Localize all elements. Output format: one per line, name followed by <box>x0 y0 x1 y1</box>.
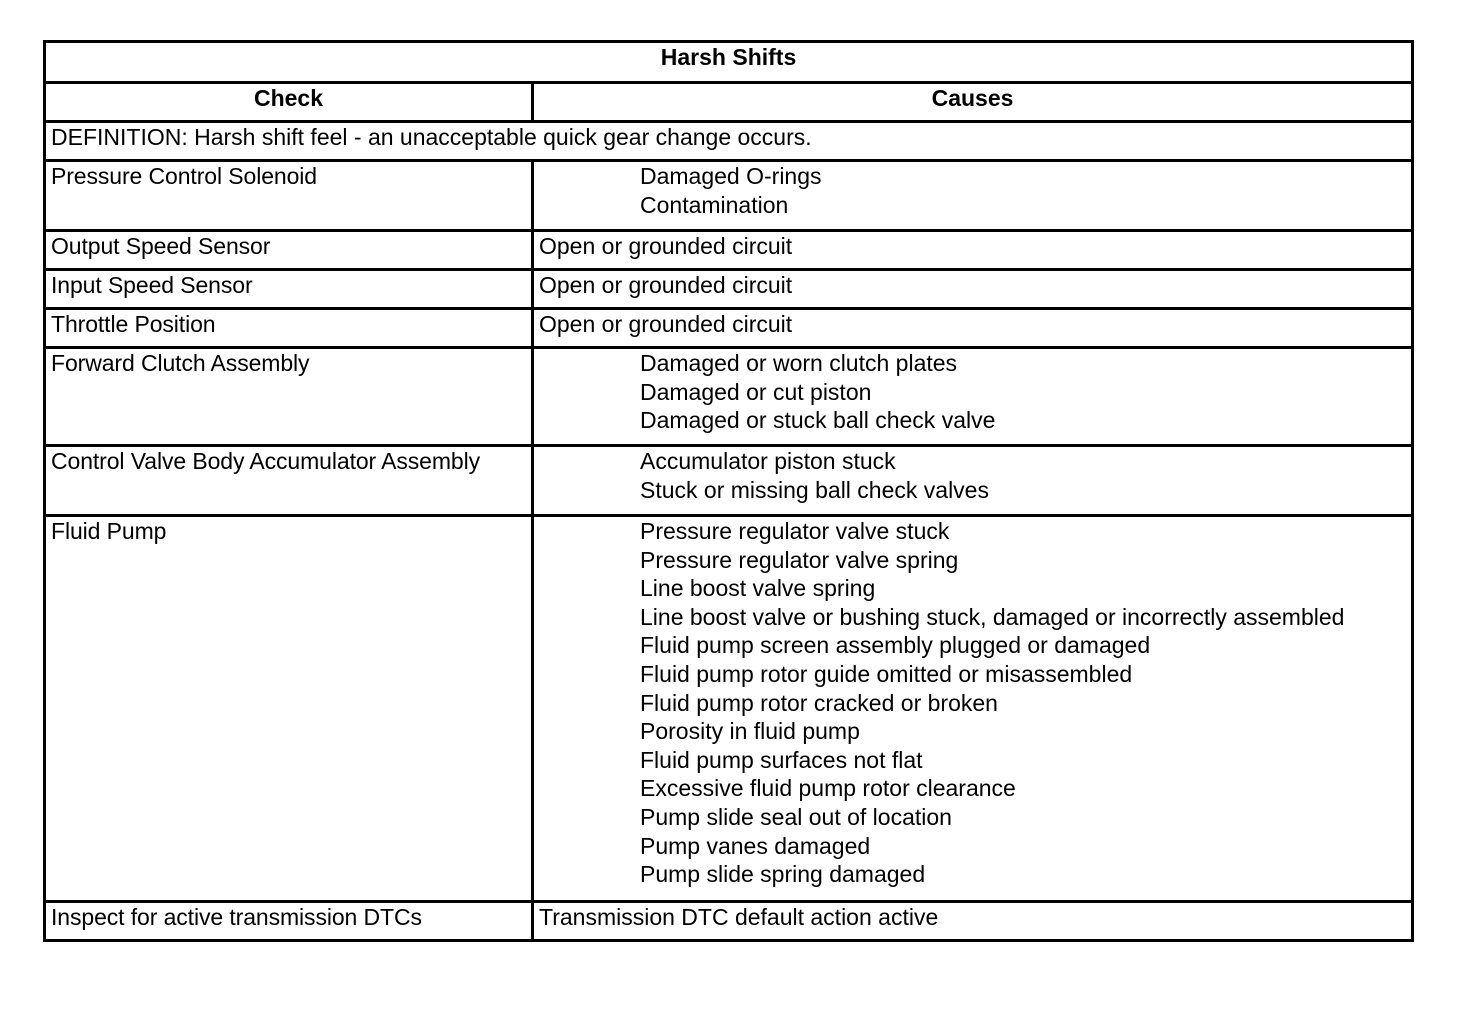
definition-text: DEFINITION: Harsh shift feel - an unacceptable quick gear change occurs. <box>45 122 1413 161</box>
cause-item: Damaged or worn clutch plates <box>640 350 958 376</box>
cause-list <box>539 517 1406 889</box>
cause-cell: Open or grounded circuit <box>533 309 1413 348</box>
cause-list <box>539 447 1406 504</box>
check-label: Output Speed Sensor <box>51 233 271 259</box>
cause-item: Line boost valve spring <box>640 575 876 602</box>
table-title-row <box>45 42 1413 83</box>
cause-item: Pump slide spring damaged <box>640 861 926 888</box>
cause-item: Pump vanes damaged <box>640 832 871 859</box>
causes-cell <box>533 161 1413 231</box>
check-cell <box>45 446 533 516</box>
harsh-shifts-table <box>43 40 1414 942</box>
causes-column-header: Causes <box>533 83 1413 122</box>
table-row <box>45 902 1413 941</box>
check-cell <box>45 270 533 309</box>
check-cell <box>45 231 533 270</box>
check-cell <box>45 902 533 941</box>
cause-list <box>539 162 1406 219</box>
check-label: Fluid Pump <box>51 518 167 544</box>
cause-list <box>539 349 1406 435</box>
cause-item: Contamination <box>640 191 789 218</box>
cause-item: Damaged O-rings <box>640 163 822 189</box>
cause-item: Pump slide seal out of location <box>640 803 952 830</box>
definition-row <box>45 122 1413 161</box>
check-label: Control Valve Body Accumulator Assembly <box>51 448 481 474</box>
check-cell <box>45 516 533 902</box>
table-row <box>45 446 1413 516</box>
cause-item: Pressure regulator valve spring <box>640 546 959 573</box>
check-label: Input Speed Sensor <box>51 272 253 298</box>
check-cell <box>45 309 533 348</box>
table-title: Harsh Shifts <box>45 42 1413 83</box>
table-row <box>45 231 1413 270</box>
table-row <box>45 516 1413 902</box>
check-label: Inspect for active transmission DTCs <box>51 904 422 930</box>
cause-item: Accumulator piston stuck <box>640 448 896 474</box>
cause-cell: Open or grounded circuit <box>533 231 1413 270</box>
cause-cell: Transmission DTC default action active <box>533 902 1413 941</box>
cause-cell: Open or grounded circuit <box>533 270 1413 309</box>
cause-item: Pressure regulator valve stuck <box>640 518 950 544</box>
cause-item: Excessive fluid pump rotor clearance <box>640 775 1016 802</box>
check-cell <box>45 161 533 231</box>
check-label: Forward Clutch Assembly <box>51 350 310 376</box>
column-header-row <box>45 83 1413 122</box>
cause-item: Damaged or stuck ball check valve <box>640 407 996 434</box>
cause-item: Fluid pump rotor guide omitted or misassembled <box>640 660 1133 687</box>
cause-item: Line boost valve or bushing stuck, damaged or incorrectly assembled <box>640 603 1345 630</box>
check-cell <box>45 348 533 446</box>
cause-item: Damaged or cut piston <box>640 378 872 405</box>
cause-item: Fluid pump screen assembly plugged or damaged <box>640 632 1151 659</box>
causes-cell <box>533 516 1413 902</box>
table-row <box>45 309 1413 348</box>
check-label: Throttle Position <box>51 311 216 337</box>
cause-item: Stuck or missing ball check valves <box>640 476 989 503</box>
causes-cell <box>533 446 1413 516</box>
cause-item: Porosity in fluid pump <box>640 718 860 745</box>
cause-item: Fluid pump rotor cracked or broken <box>640 689 998 716</box>
check-label: Pressure Control Solenoid <box>51 163 317 189</box>
check-column-header: Check <box>45 83 533 122</box>
table-row <box>45 270 1413 309</box>
table-row <box>45 348 1413 446</box>
causes-cell <box>533 348 1413 446</box>
table-row <box>45 161 1413 231</box>
cause-item: Fluid pump surfaces not flat <box>640 746 923 773</box>
